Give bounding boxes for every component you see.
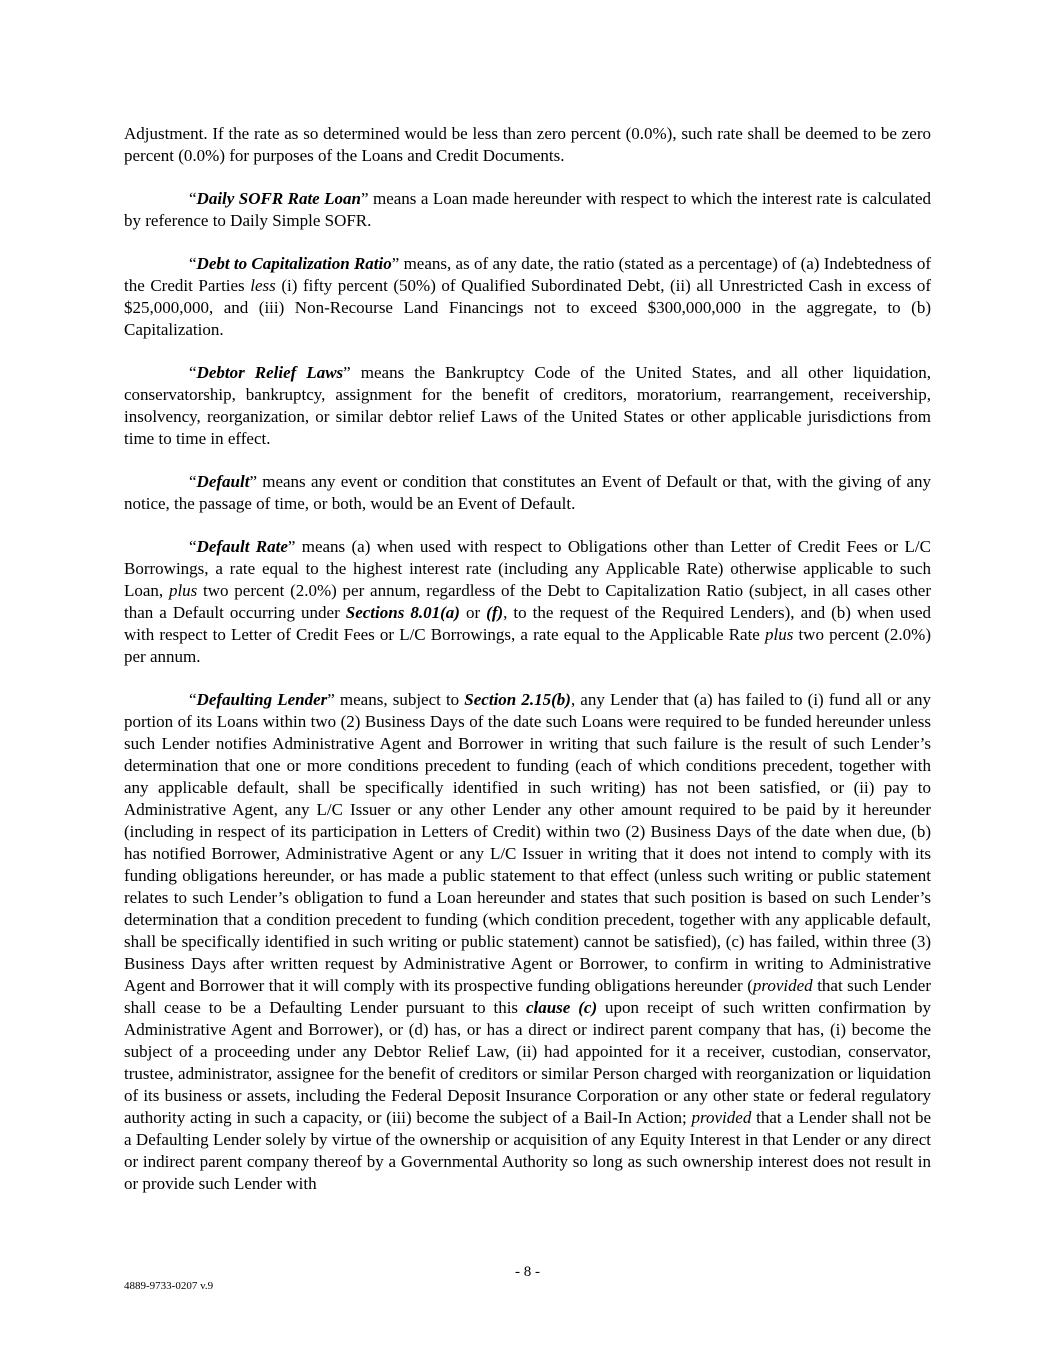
defined-term: Section 2.15(b) [464, 690, 571, 709]
text-segment: “ [189, 537, 197, 556]
defined-term: Defaulting Lender [196, 690, 328, 709]
text-segment: ” means any event or condition that constitutes an Event of Default or that, with the giving of any notice, the passage of time, or both, would be an Event of Default. [124, 472, 931, 513]
text-segment: ” means (a) when used with respect to Obligations other than Letter of Credit Fees or L/C Borrowings, a rate equal to the highest interest rate (including any Applicable Rate) otherwise applicable to such Loan, [124, 537, 931, 600]
paragraph [124, 536, 931, 668]
italic-text: plus [168, 581, 198, 600]
text-segment: or [459, 603, 487, 622]
text-segment: that a Lender shall not be a Defaulting Lender solely by virtue of the ownership or acquisition of any Equity Interest in that Lender or any direct or indirect parent company thereof by a Governmental Authority so long as such ownership interest does not result in or provide such Lender with [124, 1108, 931, 1193]
defined-term: Default [196, 472, 250, 491]
text-segment: ” means, as of any date, the ratio (stated as a percentage) of (a) Indebtedness of the Credit Parties [124, 254, 931, 295]
text-segment: “ [189, 363, 197, 382]
defined-term-wrapper [486, 603, 503, 622]
defined-term: Sections 8.01(a) [345, 603, 460, 622]
defined-term: Debtor Relief Laws [196, 363, 344, 382]
text-segment: ” means the Bankruptcy Code of the United States, and all other liquidation, conservatorship, bankruptcy, assignment for the benefit of creditors, moratorium, rearrangement, receivership, insolvency, reorganization, or similar debtor relief Laws of the United States or other applicable jurisdictions from time to time in effect. [124, 363, 931, 448]
defined-term: Daily SOFR Rate Loan [196, 189, 361, 208]
text-segment: ” means a Loan made hereunder with respect to which the interest rate is calculated by reference to Daily Simple SOFR. [124, 189, 932, 230]
text-segment: two percent (2.0%) per annum, regardless of the Debt to Capitalization Ratio (subject, in all cases other than a Default occurring under [124, 581, 931, 622]
italic-text: plus [764, 625, 794, 644]
paragraph [124, 362, 931, 450]
defined-term-wrapper [197, 472, 250, 491]
text-segment: that such Lender shall cease to be a Defaulting Lender pursuant to this [124, 976, 931, 1017]
defined-term: Debt to Capitalization Ratio [196, 254, 392, 273]
defined-term-wrapper [197, 363, 344, 382]
text-segment: ” means, subject to [327, 690, 465, 709]
paragraph [124, 253, 931, 341]
italic-text: less [250, 276, 276, 295]
text-segment: “ [189, 472, 197, 491]
italic-text: provided [691, 1108, 752, 1127]
text-segment: Adjustment. If the rate as so determined would be less than zero percent (0.0%), such rate shall be deemed to be zero percent (0.0%) for purposes of the Loans and Credit Documents. [124, 124, 931, 165]
paragraph [124, 471, 931, 515]
text-segment: “ [189, 690, 197, 709]
italic-text: provided [752, 976, 813, 995]
document-body [124, 123, 931, 1216]
defined-term-wrapper [197, 537, 288, 556]
text-segment: (i) fifty percent (50%) of Qualified Subordinated Debt, (ii) all Unrestricted Cash in excess of $25,000,000, and (iii) Non-Recourse Land Financings not to exceed $300,000,000 in the aggregate, to (b) Capitalization. [124, 276, 931, 339]
defined-term-wrapper [197, 254, 392, 273]
defined-term-wrapper [197, 189, 361, 208]
document-id: 4889-9733-0207 v.9 [124, 1280, 214, 1292]
paragraph [124, 188, 931, 232]
text-segment: “ [189, 254, 197, 273]
text-segment: upon receipt of such written confirmation by Administrative Agent and Borrower), or (d) has, or has a direct or indirect parent company that has, (i) become the subject of a proceeding under any Debtor Relief Law, (ii) had appointed for it a receiver, custodian, conservator, trustee, administrator, assignee for the benefit of creditors or similar Person charged with reorganization or liquidation of its business or assets, including the Federal Deposit Insurance Corporation or any other state or federal regulatory authority acting in such a capacity, or (iii) become the subject of a Bail-In Action; [124, 998, 931, 1127]
page-number: - 8 - [515, 1264, 540, 1280]
defined-term-wrapper [346, 603, 460, 622]
defined-term-wrapper [197, 690, 328, 709]
text-segment: , to the request of the Required Lenders), and (b) when used with respect to Letter of Credit Fees or L/C Borrowings, a rate equal to the Applicable Rate [124, 603, 932, 644]
defined-term: (f) [486, 603, 504, 622]
paragraph [124, 123, 931, 167]
defined-term: clause (c) [525, 998, 598, 1017]
defined-term-wrapper [464, 690, 571, 709]
text-segment: “ [189, 189, 197, 208]
defined-term-wrapper [526, 998, 597, 1017]
defined-term: Default Rate [196, 537, 288, 556]
text-segment: , any Lender that (a) has failed to (i) fund all or any portion of its Loans within two (2) Business Days of the date such Loans were required to be funded hereunder unless such Lender notifies Administrative Agent and Borrower in writing that such failure is the result of such Lender’s determination that one or more conditions precedent to funding (each of which conditions precedent, together with any applicable default, shall be specifically identified in such writing) has not been satisfied, or (ii) pay to Administrative Agent, any L/C Issuer or any other Lender any other amount required to be paid by it hereunder (including in respect of its participation in Letters of Credit) within two (2) Business Days of the date when due, (b) has notified Borrower, Administrative Agent or any L/C Issuer in writing that it does not intend to comply with its funding obligations hereunder, or has made a public statement to that effect (unless such writing or public statement relates to such Lender’s obligation to fund a Loan hereunder and states that such position is based on such Lender’s determination that a condition precedent to funding (which condition precedent, together with any applicable default, shall be specifically identified in such writing or public statement) cannot be satisfied), (c) has failed, within three (3) Business Days after written request by Administrative Agent or Borrower, to confirm in writing to Administrative Agent and Borrower that it will comply with its prospective funding obligations hereunder ( [124, 690, 931, 995]
paragraph [124, 689, 931, 1195]
text-segment: two percent (2.0%) per annum. [124, 625, 931, 666]
